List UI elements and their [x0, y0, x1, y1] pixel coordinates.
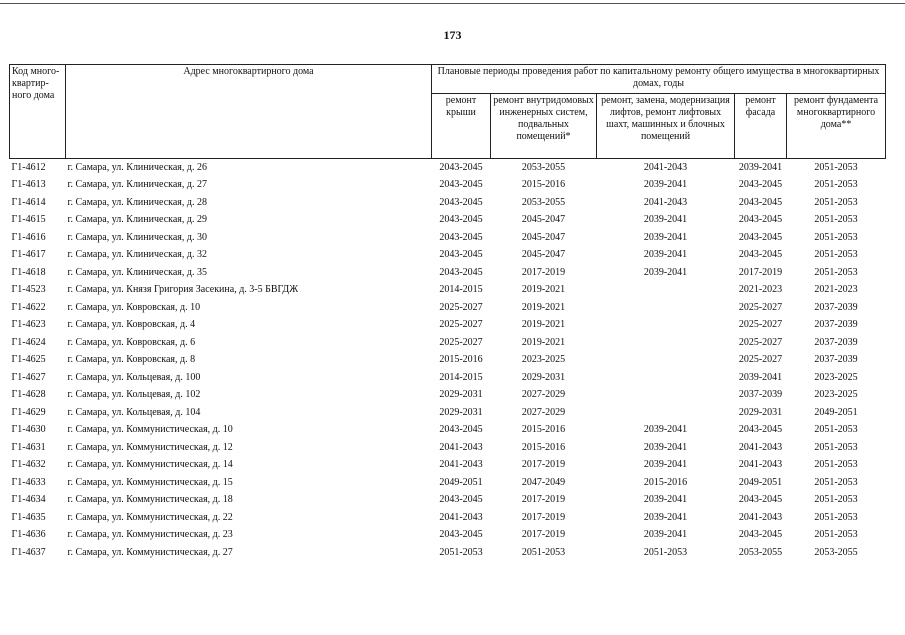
cell-facade: 2041-2043 — [738, 459, 783, 471]
repair-schedule-table — [9, 64, 886, 562]
cell-foundation: 2051-2053 — [814, 494, 858, 506]
cell-foundation: 2051-2053 — [814, 476, 858, 488]
table-row — [10, 544, 886, 562]
cell-foundation: 2037-2039 — [814, 301, 858, 313]
cell-roof: 2043-2045 — [439, 161, 483, 173]
cell-foundation: 2037-2039 — [814, 319, 858, 331]
cell-code: Г1-4618 — [11, 266, 46, 278]
cell-foundation: 2049-2051 — [814, 406, 858, 418]
table-row — [10, 299, 886, 317]
cell-roof: 2043-2045 — [439, 249, 483, 261]
cell-elevators: 2039-2041 — [643, 511, 688, 523]
cell-code: Г1-4631 — [11, 441, 46, 453]
header-elevators: ремонт, замена, модернизация лифтов, ремонт лифтовых шахт, машинных и блочных помещений — [597, 94, 735, 159]
cell-roof: 2043-2045 — [439, 424, 483, 436]
cell-foundation: 2051-2053 — [814, 179, 858, 191]
cell-address: г. Самара, ул. Клиническая, д. 28 — [67, 196, 207, 208]
cell-roof: 2043-2045 — [439, 529, 483, 541]
cell-roof: 2041-2043 — [439, 459, 483, 471]
cell-code: Г1-4624 — [11, 336, 46, 348]
cell-code: Г1-4634 — [11, 494, 46, 506]
cell-code: Г1-4612 — [11, 161, 46, 173]
cell-address: г. Самара, ул. Кольцевая, д. 104 — [67, 406, 201, 418]
cell-facade: 2043-2045 — [738, 196, 783, 208]
cell-address: г. Самара, ул. Ковровская, д. 8 — [67, 354, 196, 366]
cell-elevators — [597, 317, 735, 335]
table-row — [10, 317, 886, 335]
cell-systems: 2029-2031 — [521, 371, 566, 383]
cell-facade: 2049-2051 — [738, 476, 783, 488]
cell-facade: 2043-2045 — [738, 179, 783, 191]
table-row — [10, 247, 886, 265]
cell-elevators — [597, 299, 735, 317]
cell-foundation: 2023-2025 — [814, 389, 858, 401]
cell-elevators: 2041-2043 — [643, 196, 688, 208]
cell-systems: 2017-2019 — [521, 494, 566, 506]
cell-foundation: 2051-2053 — [814, 459, 858, 471]
cell-systems: 2019-2021 — [521, 301, 566, 313]
header-address: Адрес многоквартирного дома — [66, 65, 432, 159]
cell-elevators: 2039-2041 — [643, 529, 688, 541]
cell-code: Г1-4630 — [11, 424, 46, 436]
cell-systems: 2019-2021 — [521, 336, 566, 348]
table-row — [10, 334, 886, 352]
top-rule — [0, 3, 905, 4]
cell-elevators: 2039-2041 — [643, 266, 688, 278]
cell-facade: 2025-2027 — [738, 319, 783, 331]
cell-elevators: 2039-2041 — [643, 231, 688, 243]
cell-systems: 2047-2049 — [521, 476, 566, 488]
cell-address: г. Самара, ул. Ковровская, д. 10 — [67, 301, 201, 313]
cell-elevators — [597, 404, 735, 422]
cell-foundation: 2051-2053 — [814, 196, 858, 208]
cell-elevators — [597, 387, 735, 405]
cell-facade: 2041-2043 — [738, 511, 783, 523]
cell-code: Г1-4616 — [11, 231, 46, 243]
cell-foundation: 2051-2053 — [814, 511, 858, 523]
cell-code: Г1-4637 — [11, 546, 46, 558]
cell-foundation: 2051-2053 — [814, 266, 858, 278]
table-row — [10, 457, 886, 475]
table-row — [10, 282, 886, 300]
cell-code: Г1-4627 — [11, 371, 46, 383]
cell-elevators: 2041-2043 — [643, 161, 688, 173]
cell-roof: 2029-2031 — [439, 406, 483, 418]
cell-address: г. Самара, ул. Коммунистическая, д. 18 — [67, 494, 233, 506]
cell-elevators: 2015-2016 — [643, 476, 688, 488]
cell-roof: 2043-2045 — [439, 266, 483, 278]
cell-elevators: 2039-2041 — [643, 459, 688, 471]
cell-systems: 2051-2053 — [521, 546, 566, 558]
cell-facade: 2017-2019 — [738, 266, 783, 278]
cell-facade: 2043-2045 — [738, 424, 783, 436]
cell-systems: 2017-2019 — [521, 511, 566, 523]
table-row — [10, 492, 886, 510]
cell-foundation: 2051-2053 — [814, 441, 858, 453]
cell-facade: 2025-2027 — [738, 301, 783, 313]
cell-address: г. Самара, ул. Клиническая, д. 27 — [67, 179, 207, 191]
cell-elevators: 2051-2053 — [643, 546, 688, 558]
table-row — [10, 264, 886, 282]
cell-address: г. Самара, ул. Клиническая, д. 26 — [67, 161, 207, 173]
cell-code: Г1-4622 — [11, 301, 46, 313]
cell-address: г. Самара, ул. Коммунистическая, д. 23 — [67, 529, 233, 541]
cell-roof: 2043-2045 — [439, 214, 483, 226]
cell-address: г. Самара, ул. Коммунистическая, д. 14 — [67, 459, 233, 471]
cell-systems: 2027-2029 — [521, 389, 566, 401]
cell-facade: 2043-2045 — [738, 249, 783, 261]
cell-address: г. Самара, ул. Кольцевая, д. 102 — [67, 389, 201, 401]
cell-address: г. Самара, ул. Коммунистическая, д. 15 — [67, 476, 233, 488]
cell-roof: 2041-2043 — [439, 511, 483, 523]
cell-systems: 2053-2055 — [521, 161, 566, 173]
header-facade: ремонт фасада — [735, 94, 787, 159]
cell-address: г. Самара, ул. Ковровская, д. 6 — [67, 336, 196, 348]
cell-facade: 2043-2045 — [738, 231, 783, 243]
cell-address: г. Самара, ул. Клиническая, д. 30 — [67, 231, 207, 243]
cell-roof: 2025-2027 — [439, 336, 483, 348]
table-row — [10, 177, 886, 195]
cell-address: г. Самара, ул. Коммунистическая, д. 22 — [67, 511, 233, 523]
cell-foundation: 2051-2053 — [814, 424, 858, 436]
cell-facade: 2053-2055 — [738, 546, 783, 558]
cell-foundation: 2051-2053 — [814, 529, 858, 541]
cell-facade: 2041-2043 — [738, 441, 783, 453]
cell-elevators: 2039-2041 — [643, 179, 688, 191]
table-row — [10, 439, 886, 457]
table-header — [10, 65, 886, 159]
table-row — [10, 212, 886, 230]
cell-facade: 2039-2041 — [738, 161, 783, 173]
cell-roof: 2043-2045 — [439, 231, 483, 243]
cell-roof: 2043-2045 — [439, 179, 483, 191]
table-row — [10, 229, 886, 247]
cell-elevators: 2039-2041 — [643, 424, 688, 436]
cell-foundation: 2051-2053 — [814, 161, 858, 173]
cell-code: Г1-4615 — [11, 214, 46, 226]
cell-facade: 2043-2045 — [738, 529, 783, 541]
cell-roof: 2025-2027 — [439, 319, 483, 331]
cell-systems: 2045-2047 — [521, 249, 566, 261]
cell-facade: 2025-2027 — [738, 336, 783, 348]
cell-facade: 2025-2027 — [738, 354, 783, 366]
table-row — [10, 387, 886, 405]
table-row — [10, 509, 886, 527]
cell-roof: 2015-2016 — [439, 354, 483, 366]
cell-systems: 2023-2025 — [521, 354, 566, 366]
cell-facade: 2039-2041 — [738, 371, 783, 383]
cell-roof: 2043-2045 — [439, 494, 483, 506]
cell-elevators — [597, 334, 735, 352]
cell-foundation: 2023-2025 — [814, 371, 858, 383]
cell-elevators: 2039-2041 — [643, 441, 688, 453]
table-row — [10, 474, 886, 492]
cell-systems: 2027-2029 — [521, 406, 566, 418]
cell-systems: 2015-2016 — [521, 424, 566, 436]
cell-address: г. Самара, ул. Кольцевая, д. 100 — [67, 371, 201, 383]
cell-facade: 2037-2039 — [738, 389, 783, 401]
cell-foundation: 2021-2023 — [814, 284, 858, 296]
cell-code: Г1-4632 — [11, 459, 46, 471]
cell-systems: 2017-2019 — [521, 266, 566, 278]
cell-code: Г1-4628 — [11, 389, 46, 401]
cell-address: г. Самара, ул. Ковровская, д. 4 — [67, 319, 196, 331]
cell-elevators: 2039-2041 — [643, 249, 688, 261]
cell-code: Г1-4613 — [11, 179, 46, 191]
cell-roof: 2014-2015 — [439, 371, 483, 383]
cell-elevators — [597, 352, 735, 370]
cell-address: г. Самара, ул. Клиническая, д. 32 — [67, 249, 207, 261]
cell-elevators — [597, 282, 735, 300]
cell-foundation: 2051-2053 — [814, 231, 858, 243]
cell-foundation: 2051-2053 — [814, 249, 858, 261]
cell-address: г. Самара, ул. Клиническая, д. 29 — [67, 214, 207, 226]
cell-code: Г1-4636 — [11, 529, 46, 541]
cell-systems: 2017-2019 — [521, 459, 566, 471]
cell-code: Г1-4623 — [11, 319, 46, 331]
cell-roof: 2043-2045 — [439, 196, 483, 208]
cell-roof: 2049-2051 — [439, 476, 483, 488]
cell-address: г. Самара, ул. Коммунистическая, д. 27 — [67, 546, 233, 558]
cell-elevators — [597, 369, 735, 387]
cell-elevators: 2039-2041 — [643, 494, 688, 506]
page-number: 173 — [443, 28, 462, 42]
cell-foundation: 2037-2039 — [814, 336, 858, 348]
cell-systems: 2015-2016 — [521, 179, 566, 191]
cell-code: Г1-4629 — [11, 406, 46, 418]
table-row — [10, 422, 886, 440]
header-code: Код много-квартир-ного дома — [10, 65, 66, 159]
cell-code: Г1-4625 — [11, 354, 46, 366]
table-row — [10, 527, 886, 545]
cell-foundation: 2037-2039 — [814, 354, 858, 366]
table-row — [10, 194, 886, 212]
cell-address: г. Самара, ул. Князя Григория Засекина, д. 3-5 БВГДЖ — [67, 284, 299, 296]
table-row — [10, 352, 886, 370]
header-periods-group: Плановые периоды проведения работ по капитальному ремонту общего имущества в многоквартирных домах, годы — [432, 65, 886, 94]
cell-systems: 2045-2047 — [521, 214, 566, 226]
table-row — [10, 369, 886, 387]
header-systems: ремонт внутридомовых инженерных систем, подвальных помещений* — [491, 94, 597, 159]
cell-roof: 2014-2015 — [439, 284, 483, 296]
cell-address: г. Самара, ул. Коммунистическая, д. 12 — [67, 441, 233, 453]
cell-roof: 2051-2053 — [439, 546, 483, 558]
cell-systems: 2019-2021 — [521, 284, 566, 296]
cell-facade: 2043-2045 — [738, 494, 783, 506]
table-body — [10, 159, 886, 562]
cell-address: г. Самара, ул. Клиническая, д. 35 — [67, 266, 207, 278]
cell-roof: 2029-2031 — [439, 389, 483, 401]
cell-systems: 2053-2055 — [521, 196, 566, 208]
header-roof: ремонт крыши — [432, 94, 491, 159]
cell-code: Г1-4617 — [11, 249, 46, 261]
cell-code: Г1-4633 — [11, 476, 46, 488]
cell-systems: 2015-2016 — [521, 441, 566, 453]
table-row — [10, 159, 886, 177]
cell-facade: 2021-2023 — [738, 284, 783, 296]
cell-foundation: 2053-2055 — [814, 546, 858, 558]
cell-systems: 2019-2021 — [521, 319, 566, 331]
cell-code: Г1-4614 — [11, 196, 46, 208]
cell-address: г. Самара, ул. Коммунистическая, д. 10 — [67, 424, 233, 436]
cell-elevators: 2039-2041 — [643, 214, 688, 226]
cell-code: Г1-4635 — [11, 511, 46, 523]
cell-code: Г1-4523 — [11, 284, 46, 296]
cell-roof: 2025-2027 — [439, 301, 483, 313]
cell-systems: 2045-2047 — [521, 231, 566, 243]
cell-foundation: 2051-2053 — [814, 214, 858, 226]
cell-roof: 2041-2043 — [439, 441, 483, 453]
cell-facade: 2029-2031 — [738, 406, 783, 418]
table-row — [10, 404, 886, 422]
header-foundation: ремонт фундамента многоквартирного дома** — [787, 94, 886, 159]
cell-facade: 2043-2045 — [738, 214, 783, 226]
cell-systems: 2017-2019 — [521, 529, 566, 541]
